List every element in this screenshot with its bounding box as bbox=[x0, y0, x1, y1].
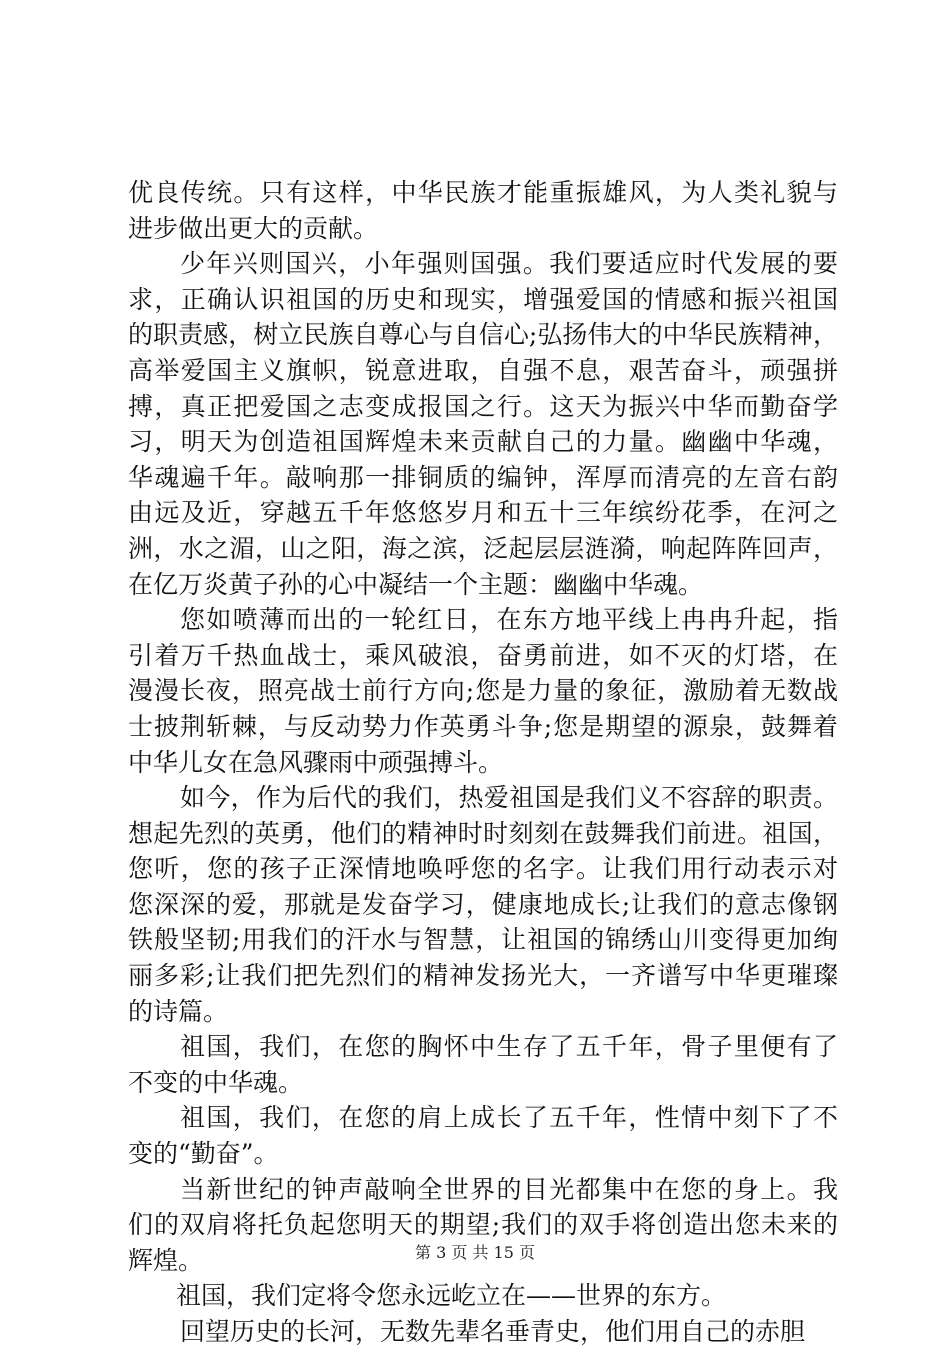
text-line: 的职责感，树立民族自尊心与自信心;弘扬伟大的中华民族精神， bbox=[128, 320, 838, 350]
text-line: 习，明天为创造祖国辉煌未来贡献自己的力量。幽幽中华魂， bbox=[128, 427, 838, 457]
text-line: 中华儿女在急风骤雨中顽强搏斗。 bbox=[128, 747, 504, 777]
text-line: 优良传统。只有这样，中华民族才能重振雄风，为人类礼貌与 bbox=[128, 178, 838, 207]
paragraph-first-line: 如今，作为后代的我们，热爱祖国是我们义不容辞的职责。 bbox=[180, 783, 838, 813]
text-line: 辉煌。 bbox=[128, 1245, 204, 1275]
text-line: 变的“勤奋”。 bbox=[128, 1139, 279, 1169]
paragraph-first-line: 少年兴则国兴，小年强则国强。我们要适应时代发展的要 bbox=[180, 249, 838, 279]
text-line: 士披荆斩棘，与反动势力作英勇斗争;您是期望的源泉，鼓舞着 bbox=[128, 711, 838, 741]
text-line: 漫漫长夜，照亮战士前行方向;您是力量的象征，激励着无数战 bbox=[128, 676, 838, 706]
text-line: 洲，水之湄，山之阳，海之滨，泛起层层涟漪，响起阵阵回声， bbox=[128, 533, 838, 563]
text-line: 求，正确认识祖国的历史和现实，增强爱国的情感和振兴祖国 bbox=[128, 284, 838, 314]
paragraph-first-line: 祖国，我们，在您的胸怀中生存了五千年，骨子里便有了 bbox=[180, 1032, 838, 1062]
document-body bbox=[128, 175, 838, 1350]
text-line: 引着万千热血战士，乘风破浪，奋勇前进，如不灭的灯塔，在 bbox=[128, 640, 838, 670]
page-number-footer: 第 3 页 共 15 页 bbox=[415, 1243, 535, 1262]
paragraph-first-line: 您如喷薄而出的一轮红日，在东方地平线上冉冉升起，指 bbox=[180, 605, 838, 635]
text-line: 们的双肩将托负起您明天的期望;我们的双手将创造出您未来的 bbox=[128, 1210, 838, 1240]
paragraph-first-line: 祖国，我们定将令您永远屹立在——世界的东方。 bbox=[176, 1281, 727, 1311]
paragraph-first-line: 当新世纪的钟声敲响全世界的目光都集中在您的身上。我 bbox=[180, 1174, 838, 1204]
text-line: 不变的中华魂。 bbox=[128, 1067, 304, 1097]
text-line: 您听，您的孩子正深情地唤呼您的名字。让我们用行动表示对 bbox=[128, 854, 838, 884]
text-line: 铁般坚韧;用我们的汗水与智慧，让祖国的锦绣山川变得更加绚 bbox=[128, 925, 838, 955]
text-line: 华魂遍千年。敲响那一排铜质的编钟，浑厚而清亮的左音右韵 bbox=[128, 462, 838, 492]
text-line: 在亿万炎黄子孙的心中凝结一个主题：幽幽中华魂。 bbox=[128, 569, 704, 599]
text-line: 的诗篇。 bbox=[128, 996, 229, 1026]
text-line: 搏，真正把爱国之志变成报国之行。这天为振兴中华而勤奋学 bbox=[128, 391, 838, 421]
text-line: 想起先烈的英勇，他们的精神时时刻刻在鼓舞我们前进。祖国， bbox=[128, 818, 838, 848]
text-line: 高举爱国主义旗帜，锐意进取，自强不息，艰苦奋斗，顽强拼 bbox=[128, 355, 838, 385]
text-line: 丽多彩;让我们把先烈们的精神发扬光大，一齐谱写中华更璀璨 bbox=[128, 961, 838, 991]
text-line: 由远及近，穿越五千年悠悠岁月和五十三年缤纷花季，在河之 bbox=[128, 498, 838, 528]
text-line: 进步做出更大的贡献。 bbox=[128, 213, 379, 243]
text-line: 您深深的爱，那就是发奋学习，健康地成长;让我们的意志像钢 bbox=[128, 889, 838, 919]
paragraph-first-line: 祖国，我们，在您的肩上成长了五千年，性情中刻下了不 bbox=[180, 1103, 838, 1133]
paragraph-first-line: 回望历史的长河，无数先辈名垂青史，他们用自己的赤胆 bbox=[180, 1317, 806, 1346]
